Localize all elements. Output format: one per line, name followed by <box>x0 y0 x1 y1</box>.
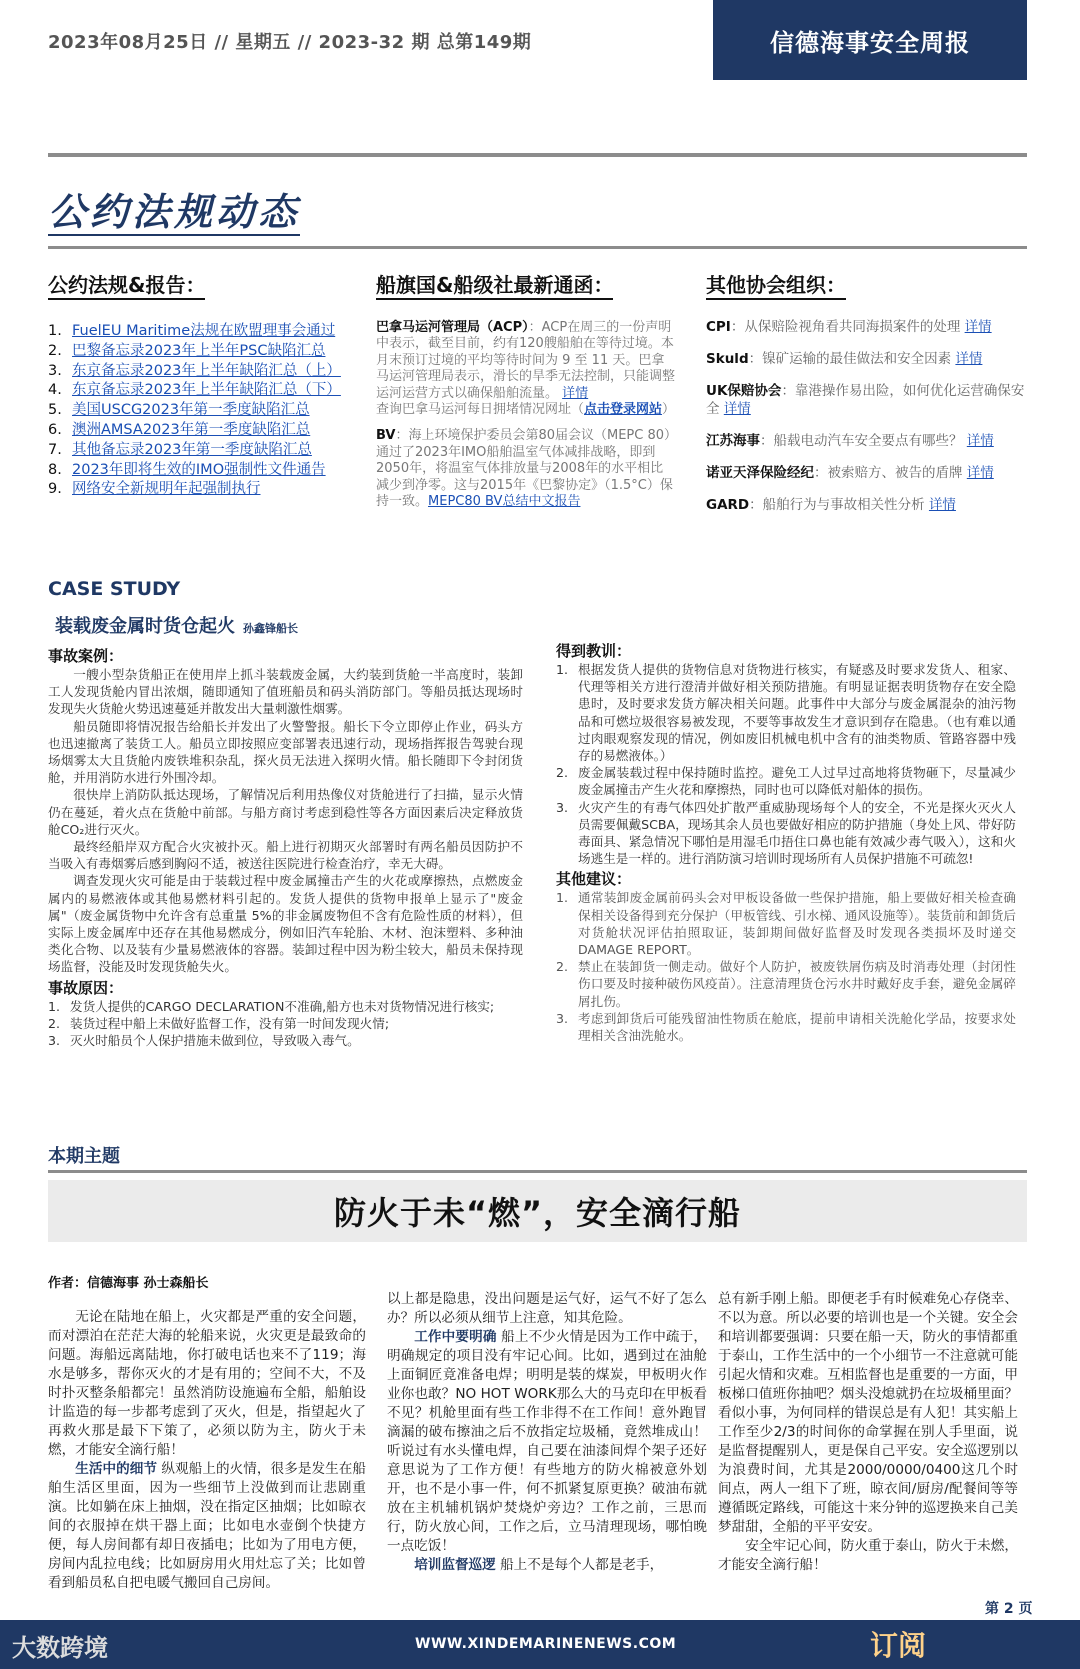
cause-text: 发货人提供的CARGO DECLARATION不准确,船方也未对货物情况进行核实; <box>70 998 495 1014</box>
theme-c2-p2 <box>387 1556 707 1575</box>
regulation-item[interactable] <box>48 381 343 401</box>
other-item <box>556 1010 1016 1044</box>
cause-item <box>48 998 523 1015</box>
theme-column-1 <box>48 1308 366 1593</box>
regulation-item[interactable] <box>48 342 343 362</box>
regulation-link[interactable]: 东京备忘录2023年上半年缺陷汇总（上） <box>72 362 341 379</box>
association-text: ：靠港操作易出险，如何优化运营确保安全 <box>706 383 1025 417</box>
regulation-number: 2. <box>48 342 62 359</box>
regulations-list <box>48 322 343 500</box>
cause-number: 2. <box>48 1015 61 1031</box>
association-text: ：船舶行为与事故相关性分析 <box>749 497 925 513</box>
acp-text: ：ACP在周三的一份声明中表示，截至目前，约有120艘船舶在等待过境。本月末预订过境的平均等待时间为 9 至 11 天。巴拿马运河管理局表示，滑长的旱季无法控制，只能调整运河运营方式以确保船舶流量。 <box>376 320 676 401</box>
theme-c1-keyword: 生活中的细节 <box>75 1461 158 1477</box>
case-title <box>55 612 298 638</box>
header-divider <box>48 153 1027 157</box>
regulation-number: 9. <box>48 481 62 498</box>
theme-c2-keyword-2: 培训监督巡逻 <box>414 1557 496 1573</box>
other-number: 2. <box>556 959 569 975</box>
cause-list <box>48 998 523 1050</box>
association-item <box>706 382 1026 418</box>
regulation-item[interactable] <box>48 461 343 481</box>
regulation-link[interactable]: 网络安全新规明年起强制执行 <box>72 481 261 498</box>
theme-c3-p0: 总有新手刚上船。即便老手有时候难免心存侥幸、不以为意。所以必要的培训也是一个关键。安全会和培训都要强调：只要在船一天，防火的事情都重于泰山，工作生活中的一个小细节一不注意就可能引起火情和灾难。互相监督也是重要的一方面，甲板梯口值班你抽吧？烟头没熄就扔在垃圾桶里面？看似小事，为何同样的错误总是有人犯！其实船上工作至少2/3的时间你的命掌握在别人手里面，说是监督提醒别人，更是保自己平安。安全巡逻别以为浪费时间，尤其是2000/0000/0400这几个时间点，两人一组下了班，晾衣间/厨房/配餐间等等遵循既定路线，可能这十来分钟的巡逻换来自己美梦甜甜，全船的平平安安。 <box>718 1291 1018 1535</box>
association-name: 诺亚天泽保险经纪 <box>706 465 814 481</box>
issue-info: 2023年08月25日 // 星期五 // 2023-32 期 总第149期 <box>48 32 532 53</box>
case-paragraph: 一艘小型杂货船正在使用岸上抓斗装载废金属，大约装到货舱一半高度时，装卸工人发现货舱内冒出浓烟，随即通知了值班船员和码头消防部门。等船员抵达现场时发现失火货舱火势迅速蔓延并散发出大量刺激性烟雾。 <box>48 667 523 717</box>
watermark-brand: 大数跨境 <box>12 1634 108 1662</box>
lesson-number: 1. <box>556 662 569 677</box>
cause-text: 灭火时船员个人保护措施未做到位，导致吸入毒气。 <box>70 1033 360 1049</box>
association-item <box>706 318 1026 336</box>
theme-c2-p0: 以上都是隐患，没出问题是运气好，运气不好了怎么办？所以必须从细节上注意，知其危险。 <box>387 1291 707 1326</box>
footer-url[interactable]: WWW.XINDEMARINENEWS.COM <box>415 1636 677 1652</box>
association-name: 江苏海事 <box>706 433 760 449</box>
cause-item <box>48 1032 523 1049</box>
associations-title: 其他协会组织： <box>706 272 846 300</box>
cause-number: 3. <box>48 1033 61 1049</box>
regulation-number: 4. <box>48 382 62 399</box>
regulation-link[interactable]: 澳洲AMSA2023年第一季度缺陷汇总 <box>72 421 311 438</box>
case-study-label: CASE STUDY <box>48 578 181 600</box>
theme-column-3 <box>718 1290 1018 1575</box>
theme-title: 防火于未“燃”，安全滴行船 <box>333 1194 742 1232</box>
acp-query-link[interactable]: 点击登录网站 <box>584 402 663 418</box>
association-name: Skuld <box>706 351 749 367</box>
bv-notice <box>376 428 676 510</box>
regulation-link[interactable]: 2023年即将生效的IMO强制性文件通告 <box>72 461 326 478</box>
association-more-link[interactable]: 详情 <box>955 351 983 367</box>
theme-label: 本期主题 <box>48 1146 120 1167</box>
subscribe-button[interactable]: 订阅 <box>870 1629 927 1662</box>
regulation-number: 3. <box>48 362 62 379</box>
regulations-title: 公约法规&报告： <box>48 272 205 300</box>
theme-c1-p2-text: 纵观船上的火情，很多是发生在船舶生活区里面，因为一些细节上没做到而让悲剧重演。比如躺在床上抽烟，没在指定区抽烟；比如晾衣间的衣服掉在烘干器上面；比如电水壶倒个快捷方便，每人房间都有却日夜插电；比如为了用电方便，房间内乱拉电线；比如厨房用火用灶忘了关；比如曾看到船员私自把电暖气搬回自己房间。 <box>48 1461 366 1591</box>
regulation-number: 6. <box>48 421 62 438</box>
case-left-column <box>48 646 523 1049</box>
association-name: CPI <box>706 319 731 335</box>
other-number: 3. <box>556 1010 569 1026</box>
lesson-heading: 得到教训： <box>556 642 632 660</box>
case-paragraphs <box>48 666 523 976</box>
lesson-item <box>556 764 1016 798</box>
case-right-column <box>556 641 1016 1044</box>
association-more-link[interactable]: 详情 <box>964 319 992 335</box>
lesson-text: 火灾产生的有毒气体四处扩散严重威胁现场每个人的安全，不光是探火灭火人员需要佩戴SCBA，现场其余人员也要做好相应的防护措施（身处上风、带好防毒面具、紧急情况下哪怕是用湿毛巾捂住口鼻也能有效减少毒气吸入），这和火场逃生是一样的。进行消防演习培训时现场所有人员保护措施不可疏忽! <box>578 799 1016 867</box>
regulation-link[interactable]: 美国USCG2023年第一季度缺陷汇总 <box>72 402 310 419</box>
regulation-link[interactable]: 东京备忘录2023年上半年缺陷汇总（下） <box>72 382 341 399</box>
lesson-list <box>556 661 1016 867</box>
other-text: 禁止在装卸货一侧走动。做好个人防护，被废铁屑伤病及时消毒处理（封闭性伤口要及时接种破伤风疫苗）。注意清理货仓污水井时戴好皮手套，避免金属碎屑扎伤。 <box>578 959 1016 1009</box>
bv-name: BV <box>376 428 396 444</box>
flag-state-column <box>376 272 676 510</box>
cause-heading: 事故原因： <box>48 978 124 997</box>
regulation-item[interactable] <box>48 401 343 421</box>
associations-list <box>706 318 1026 514</box>
theme-c2-keyword-1: 工作中要明确 <box>414 1329 497 1345</box>
theme-author: 作者：信德海事 孙士森船长 <box>48 1276 209 1291</box>
association-more-link[interactable]: 详情 <box>928 497 956 513</box>
bv-report-link[interactable]: MEPC80 BV总结中文报告 <box>428 494 581 510</box>
acp-query-end: ） <box>662 402 676 418</box>
acp-query: 查询巴拿马运河每日拥堵情况网址（ <box>376 402 585 418</box>
theme-divider <box>48 1170 1027 1173</box>
association-name: UK保赔协会 <box>706 383 782 399</box>
regulation-number: 5. <box>48 402 62 419</box>
regulation-number: 7. <box>48 441 62 458</box>
theme-banner <box>48 1180 1027 1242</box>
case-author: 孙鑫锋船长 <box>243 622 298 635</box>
case-heading: 事故案例： <box>48 647 124 665</box>
theme-c3-p1: 安全牢记心间，防火重于泰山，防火于未燃，才能安全滴行船！ <box>718 1538 1018 1573</box>
association-text: ：从保赔险视角看共同海损案件的处理 <box>730 319 961 335</box>
cause-text: 装货过程中船上未做好监督工作，没有第一时间发现火情; <box>70 1015 390 1031</box>
case-paragraph: 最终经船岸双方配合火灾被扑灭。船上进行初期灭火部署时有两名船员因防护不当吸入有毒烟雾后感到胸闷不适，被送往医院进行检查治疗，幸无大碍。 <box>48 839 523 872</box>
theme-c2-p2-text: 船上不是每个人都是老手， <box>495 1557 664 1573</box>
association-item <box>706 432 1026 450</box>
lesson-number: 3. <box>556 799 569 815</box>
regulation-number: 8. <box>48 461 62 478</box>
theme-c1-p2 <box>48 1460 366 1593</box>
regulation-link[interactable]: 巴黎备忘录2023年上半年PSC缺陷汇总 <box>72 342 326 359</box>
association-more-link[interactable]: 详情 <box>966 433 994 449</box>
association-name: GARD <box>706 497 750 513</box>
association-item <box>706 350 1026 368</box>
section-divider <box>48 246 1027 249</box>
associations-column <box>706 272 1026 528</box>
lesson-item <box>556 799 1016 868</box>
case-paragraph: 很快岸上消防队抵达现场，了解情况后利用热像仪对货舱进行了扫描，显示火情仍在蔓延，着火点在货舱中前部。与船方商讨考虑到稳性等各方面因素后决定释放货舱CO₂进行灭火。 <box>48 787 523 837</box>
regulation-link[interactable]: 其他备忘录2023年第一季度缺陷汇总 <box>72 441 312 458</box>
regulation-item[interactable] <box>48 322 343 342</box>
lesson-text: 废金属装载过程中保持随时监控。避免工人过早过高地将货物砸下，尽量减少废金属撞击产生火花和摩擦热，同时也可以降低对船体的损伤。 <box>578 765 1016 798</box>
regulation-item[interactable] <box>48 441 343 461</box>
regulation-number: 1. <box>48 323 62 339</box>
regulation-item[interactable] <box>48 362 343 382</box>
association-item <box>706 496 1026 514</box>
cause-item <box>48 1015 523 1032</box>
association-text: ：被索赔方、被告的盾牌 <box>814 465 963 481</box>
association-text: ：船载电动汽车安全要点有哪些？ <box>760 433 963 449</box>
case-title-text: 装载废金属时货仓起火 <box>55 616 235 637</box>
brand-box <box>713 0 1027 80</box>
lesson-item <box>556 661 1016 764</box>
other-heading: 其他建议： <box>556 870 632 889</box>
other-text: 考虑到卸货后可能残留油性物质在舱底，提前申请相关洗舱化学品，按要求处理相关含油洗舱水。 <box>578 1010 1016 1044</box>
case-paragraph: 船员随即将情况报告给船长并发出了火警警报。船长下令立即停止作业，码头方也迅速撤离了装货工人。船员立即按照应变部署表迅速行动，现场指挥报告驾驶台现场烟雾太大且货舱内废铁堆积杂乱，探火员无法进入探明火情。船长随即下令封闭货舱，并用消防水进行外围冷却。 <box>48 718 523 786</box>
association-item <box>706 464 1026 482</box>
theme-c2-p1-text: 船上不少火情是因为工作中疏于，明确规定的项目没有牢记心间。比如，遇到过在油舱上面铜匠竟准备电焊；明明是装的煤炭，甲板明火作业你也敢？NO HOT WORK那么大的马克印在甲板看不见？机舱里面有些工作非得不在工作间！意外跑冒滴漏的破布擦油之后不放指定垃圾桶，竟然堆成山！听说过有水头懂电焊，自己要在油漆间焊个架子还好意思说为了工作方便！有些地方的防火棉被意外划开，也不是小事一件，何不抓紧复原更换？破油布就放在主机辅机锅炉焚烧炉旁边？工作之前，三思而行，防火放心间，工作之后，立马清理现场，哪怕晚一点吃饭！ <box>387 1329 708 1554</box>
regulations-column <box>48 272 343 500</box>
other-item <box>556 889 1016 958</box>
acp-more-link[interactable]: 详情 <box>562 385 589 401</box>
bv-text: ：海上环境保护委员会第80届会议（MEPC 80）通过了2023年IMO船舶温室气体减排战略，即到2050年，将温室气体排放量与2008年的水平相比减少到净零。这与2015年《巴黎协定》（1.5°C）保持一致。 <box>376 428 673 510</box>
acp-name: 巴拿马运河管理局（ACP） <box>376 320 529 335</box>
theme-column-2 <box>387 1290 707 1575</box>
other-list <box>556 889 1016 1044</box>
regulation-link[interactable]: FuelEU Maritime法规在欧盟理事会通过 <box>72 323 336 339</box>
lesson-number: 2. <box>556 765 569 781</box>
lesson-text: 根据发货人提供的货物信息对货物进行核实，有疑惑及时要求发货人、租家、代理等相关方进行澄清并做好相关预防措施。有明显证据表明货物存在安全隐患时，及时要求发货方解决相关问题。此事件中大部分与废金属混杂的油污物品和可燃垃圾很容易被发现，不要等事故发生才意识到存在隐患。（也有难以通过肉眼观察发现的情况，例如废旧机械电机中含有的油类物质、管路容器中残存的易燃液体。） <box>578 662 1016 764</box>
other-number: 1. <box>556 890 569 906</box>
theme-c1-p1: 无论在陆地在船上，火灾都是严重的安全问题，而对漂泊在茫茫大海的轮船来说，火灾更是最致命的问题。海船远离陆地，你打破电话也来不了119；海水是够多，帮你灭火的才是有用的；空间不大，不及时扑灭整条船都完！虽然消防设施遍布全船，船舶设计监造的每一步都考虑到了灭火，但是，指望起火了再救火那是最下下策了，必须以防为主，防火于未燃，才能安全滴行船！ <box>48 1309 366 1458</box>
acp-notice <box>376 320 676 418</box>
section-title: 公约法规动态 <box>48 190 301 234</box>
other-item <box>556 958 1016 1010</box>
flag-state-title: 船旗国&船级社最新通函： <box>376 272 613 300</box>
cause-number: 1. <box>48 998 61 1014</box>
case-paragraph: 调查发现火灾可能是由于装载过程中废金属撞击产生的火花或摩擦热，点燃废金属内的易燃液体或其他易燃材料引起的。发货人提供的货物申报单上显示了"废金属"（废金属货物中允许含有总重量 5%的非金属废物但不含有危险性质的材料），但实际上废金属库中还存在其他易燃成分，例如旧汽车轮胎、木材、泡沫塑料、多种油类化合物、以及装有少量易燃液体的容器。装卸过程中因为粉尘较大，船员未保持现场监督，没能及时发现货舱失火。 <box>48 873 523 975</box>
association-more-link[interactable]: 详情 <box>723 401 751 417</box>
theme-c2-p1 <box>387 1328 707 1556</box>
regulation-item[interactable] <box>48 421 343 441</box>
page-number: 第 2 页 <box>985 1601 1033 1617</box>
brand-title: 信德海事安全周报 <box>770 28 970 57</box>
association-text: ：镍矿运输的最佳做法和安全因素 <box>748 351 952 367</box>
association-more-link[interactable]: 详情 <box>966 465 994 481</box>
regulation-item[interactable] <box>48 480 343 500</box>
other-text: 通常装卸废金属前码头会对甲板设备做一些保护措施，船上要做好相关检查确保相关设备得到充分保护（甲板管线、引水梯、通风设施等）。装货前和卸货后对货舱状况评估拍照取证，装卸期间做好监督及时发现各类损坏及时递交DAMAGE REPORT。 <box>578 890 1016 958</box>
